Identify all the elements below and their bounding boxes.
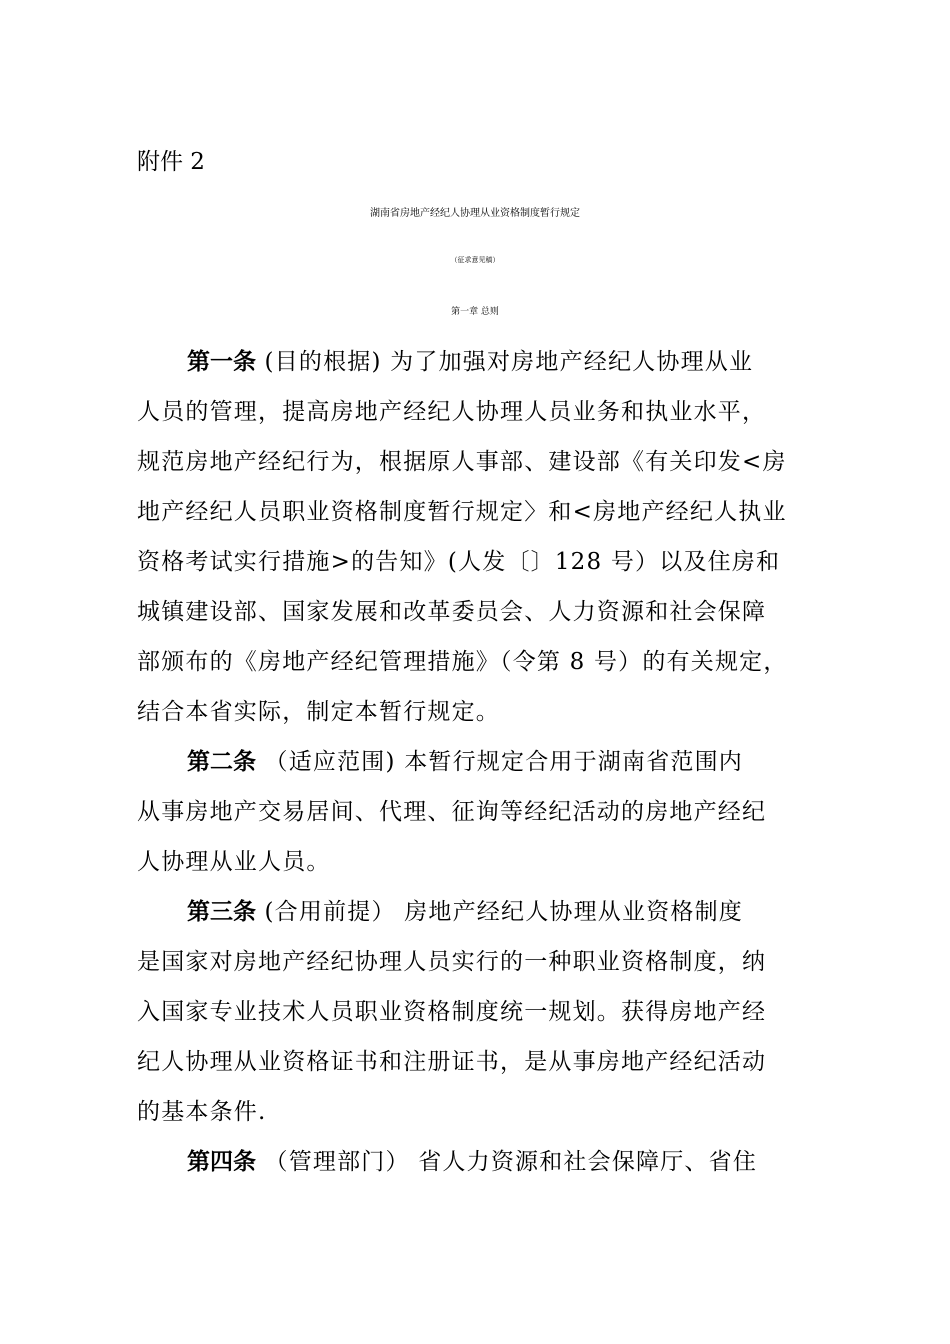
article-2-line-1 [187,745,743,779]
article-2-label: 第二条 [187,749,256,775]
article-2-line-2: 从事房地产交易居间、代理、征询等经纪活动的房地产经纪 [137,799,767,825]
document-title: 湖南省房地产经纪人协理从业资格制度暂行规定 [370,208,580,219]
article-1-line-7: 部颁布的《房地产经纪管理措施》（令第 8 号）的有关规定， [137,649,788,675]
attachment-label: 附件 2 [137,149,205,175]
article-2-line-3: 人协理从业人员。 [137,849,331,875]
article-3-line-1 [187,895,743,929]
article-1-line-5: 资格考试实行措施>的告知》(人发〔〕128 号）以及住房和 [137,549,781,575]
article-1-line-4: 地产经纪人员职业资格制度暂行规定〉和<房地产经纪人执业 [137,499,787,525]
article-1-text: (目的根据) 为了加强对房地产经纪人协理从业 [256,349,754,375]
article-3-line-2: 是国家对房地产经纪协理人员实行的一种职业资格制度，纳 [137,949,767,975]
article-4-text: （管理部门） 省人力资源和社会保障厅、省住 [256,1149,758,1175]
chapter-heading: 第一章 总则 [451,307,499,317]
article-1-line-2: 人员的管理，提高房地产经纪人协理人员业务和执业水平， [137,399,767,425]
article-4-line-1 [187,1145,757,1179]
article-3-line-5: 的基本条件. [137,1099,267,1125]
article-4-label: 第四条 [187,1149,256,1175]
article-2-text: （适应范围) 本暂行规定合用于湖南省范围内 [256,749,743,775]
article-1-line-3: 规范房地产经纪行为，根据原人事部、建设部《有关印发<房 [137,449,787,475]
article-3-text: (合用前提） 房地产经纪人协理从业资格制度 [256,899,743,925]
article-3-line-3: 入国家专业技术人员职业资格制度统一规划。获得房地产经 [137,999,767,1025]
document-subtitle: （征求意见稿） [450,256,500,264]
article-1-line-8: 结合本省实际，制定本暂行规定。 [137,699,500,725]
article-1-line-6: 城镇建设部、国家发展和改革委员会、人力资源和社会保障 [137,599,767,625]
article-3-line-4: 纪人协理从业资格证书和注册证书，是从事房地产经纪活动 [137,1049,767,1075]
article-3-label: 第三条 [187,899,256,925]
article-1-label: 第一条 [187,349,256,375]
article-1-line-1 [187,345,753,379]
